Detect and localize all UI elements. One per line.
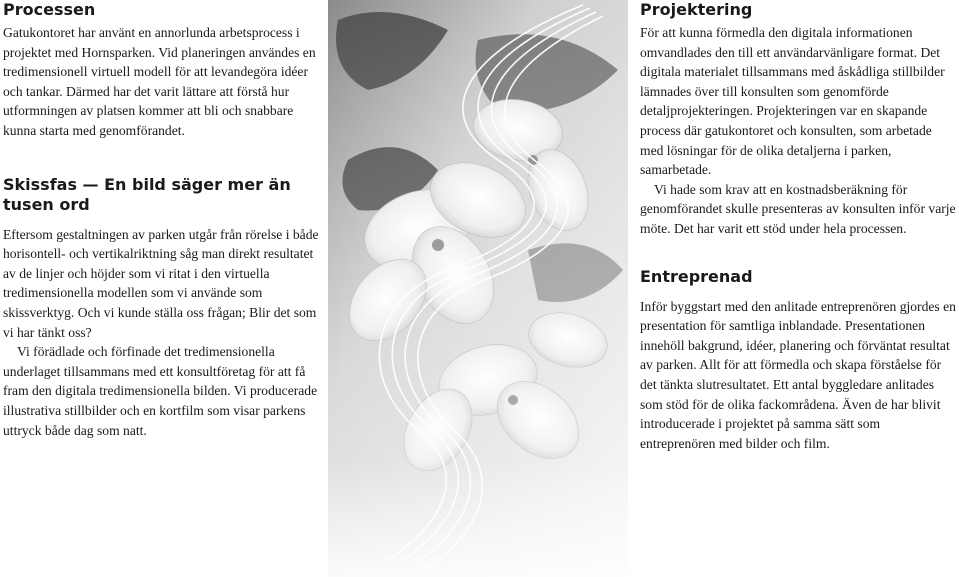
projektering-heading: Projektering <box>640 0 753 19</box>
projektering-paragraph-2: Vi hade som krav att en kostnadsberäkning för genomförandet skulle presenteras av konsulten inför varje möte. Det har varit ett stöd under hela processen. <box>640 181 956 236</box>
skissfas-paragraph-1: Eftersom gestaltningen av parken utgår från rörelse i både horisontell- och vertikalriktning såg man direkt resultatet av de linjer och höjder som vi ritat i den virtuella tredimensionella modellen som vi använde som skissverktyg. Och vi kunde ställa oss frågan; Blir det som vi har tänkt oss? <box>3 226 319 340</box>
blossom-photo <box>328 0 628 577</box>
right-column <box>640 0 958 453</box>
entreprenad-text: Inför byggstart med den anlitade entreprenören gjordes en presentation för samtliga inblandade. Presentationen innehöll bakgrund, idéer, planering och förväntat resultat av parken. Allt för att förmedla och skapa förståelse för det tänkta slutresultatet. Ett antal byggledare anlitades som stöd för de olika fackområdena. Även de har blivit introducerade i projektet på samma sätt som entreprenören med bilder och film. <box>640 298 956 451</box>
left-column <box>3 0 321 440</box>
processen-heading: Processen <box>3 0 96 19</box>
processen-text: Gatukontoret har använt en annorlunda arbetsprocess i projektet med Hornsparken. Vid planeringen användes en tredimensionell virtuell modell för att levandegöra idéer och tankar. Därmed har det varit lättare att förstå hur utformningen av platsen kommer att bli och snabbare kunna starta med genomförandet. <box>3 25 316 138</box>
projektering-paragraph-1: För att kunna förmedla den digitala informationen omvandlades den till ett användarvänligare format. Det digitala materialet tillsammans med åskådliga stillbilder lämnades över till konsulten som genomförde detaljprojekteringen. Projekteringen var en skapande process där gatukontoret och konsulten, som arbetade med lösningar för de olika detaljerna i parken, samarbetade. <box>640 25 945 178</box>
entreprenad-heading: Entreprenad <box>640 266 753 286</box>
skissfas-heading: Skissfas — En bild säger mer än tusen ord <box>3 174 291 214</box>
skissfas-paragraph-2: Vi förädlade och förfinade det tredimensionella underlaget tillsammans med ett konsultföretag för att få fram den digitala tredimensionella bilden. Vi producerade illustrativa stillbilder och en kortfilm som visar parkens uttryck både dag som natt. <box>3 344 318 438</box>
